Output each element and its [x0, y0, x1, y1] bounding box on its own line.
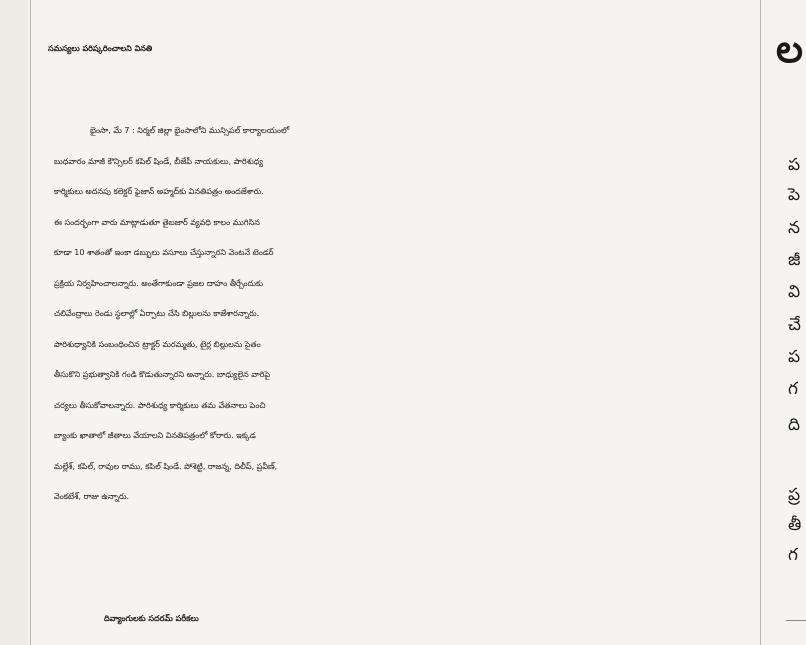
body-line: చలివేంద్రాలు రెండు స్థలాల్లో ఏర్పాటు చేసి బిల్లులను కాజేశారన్నారు.: [54, 309, 260, 318]
body-line: బ్యాంకు ఖాతాలో జీతాలు వేయాలని వినతిపత్రంలో కోరారు. ఇక్కడ: [54, 431, 256, 440]
article-headline: సమస్యలు పరిష్కరించాలని వినతి: [48, 44, 153, 53]
right-line-fragment: ది: [788, 415, 801, 435]
body-line: వెంకటేశ్, రాజు ఉన్నారు.: [54, 492, 130, 501]
left-margin-strip: [0, 0, 28, 645]
right-line-fragment: జీ: [788, 250, 801, 270]
body-line: కూడా 10 శాతంతో ఇంకా డబ్బులు వసూలు చేస్తున్నారని వెంటనే టెండర్: [54, 248, 274, 257]
right-line-fragment: ప: [788, 155, 801, 175]
body-line: పారిశుధ్యానికి సంబంధించిన ట్రాక్టర్ మరమ్మతు, టైర్ల బిల్లులను సైతం: [54, 339, 261, 349]
main-article: [48, 0, 750, 645]
body-line: చర్యలు తీసుకోవాలన్నారు. పారిశుధ్య కార్మికులు తమ వేతనాలు పెంచి: [54, 400, 266, 410]
body-line: మల్లేశ్, కపిల్, రావుల రాము, కపిల్ షిండే. పోశెట్టి, రాజన్న, దిలీప్, ప్రవీణ్,: [54, 461, 278, 471]
body-line: బుధవారం మాజీ కౌన్సిలర్ కపిల్ షిండే, బీజేపీ నాయకులు, పారిశుధ్య: [54, 156, 263, 166]
right-line-fragment: ప్ర: [788, 485, 801, 505]
right-column-rule: [786, 620, 806, 621]
article-body: [54, 116, 744, 513]
next-article-headline: దివ్యాంగులకు సదరమ్ పరీకలు: [104, 614, 199, 623]
right-line-fragment: గ: [788, 545, 798, 565]
body-line: తీసుకొని ప్రభుత్వానికి గండి కొడుతున్నారని అన్నారు. బాధ్యులైన వారిపై: [54, 370, 271, 379]
body-line: ప్రక్రియ నిర్వహించాలన్నారు. అంతేగాకుండా ప్రజల దాహం తీర్చేందుకు: [54, 278, 263, 288]
right-column-fragment: [770, 0, 803, 645]
body-line: భైంసా, మే 7 : నిర్మల్ జిల్లా భైంసాలోని మున్సిపల్ కార్యాలయంలో: [90, 126, 290, 135]
right-line-fragment: గ: [788, 379, 798, 399]
right-line-fragment: ప: [788, 347, 801, 367]
body-line: కార్మికులు అదనపు కలెక్టర్ ఫైజాన్ అహ్మద్‌కు వినతిపత్రం అందజేశారు.: [54, 187, 264, 196]
column-rule-left: [30, 0, 31, 645]
right-line-fragment: చే: [788, 315, 801, 335]
body-line: ఈ సందర్భంగా వారు మాట్లాడుతూ తైబజార్ వ్యవధి కాలం ముగిసిన: [54, 217, 260, 227]
column-rule-right: [760, 0, 761, 645]
right-line-fragment: వి: [788, 282, 801, 302]
right-line-fragment: తీ: [788, 515, 802, 535]
right-headline-fragment: ల: [776, 27, 803, 71]
right-line-fragment: పె: [788, 185, 801, 205]
right-line-fragment: న: [788, 218, 800, 238]
